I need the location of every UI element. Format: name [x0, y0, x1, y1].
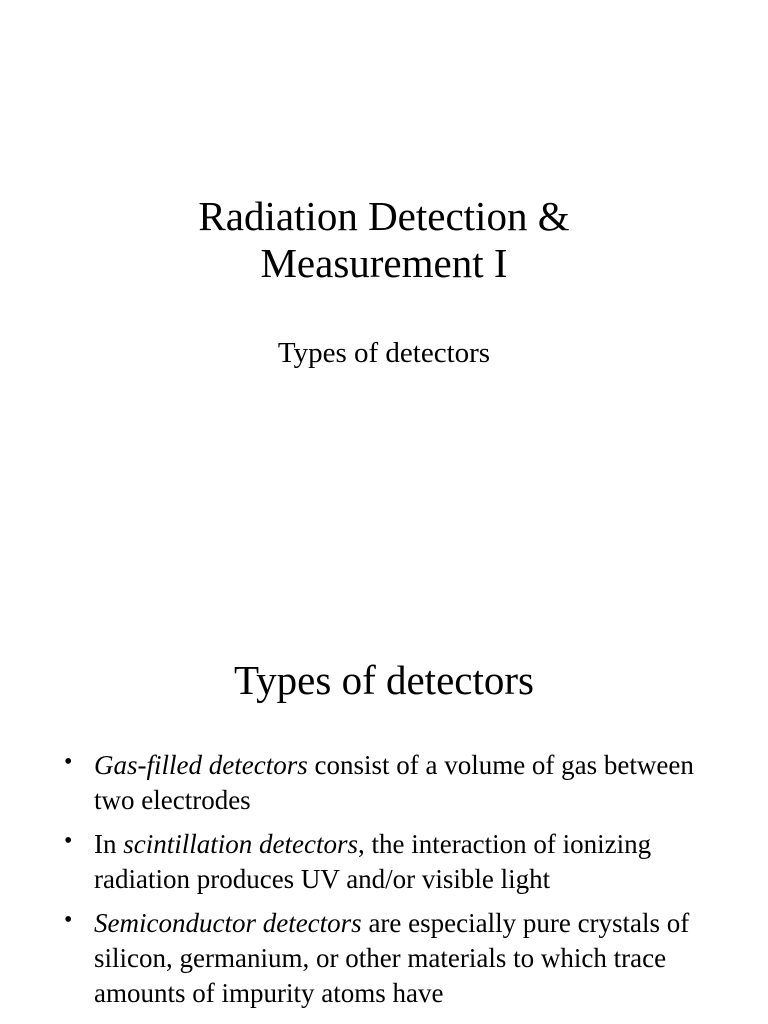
bullet-post: are especially pure crystals of silicon, germanium, or other materials to which trace amounts of impurity atoms have: [94, 908, 690, 1008]
bullet-mark: •: [64, 828, 73, 854]
bullet-item: [58, 906, 708, 1011]
bullet-list: [58, 748, 708, 1020]
bullet-pre: In: [94, 829, 124, 859]
slide-subtitle: Types of detectors: [277, 337, 491, 369]
bullet-item: [58, 748, 708, 818]
slide-types-of-detectors: [0, 576, 768, 1024]
slide-title-line-2: Measurement I: [260, 240, 508, 286]
bullet-italic: scintillation detectors: [123, 829, 358, 859]
slide-2-title: Types of detectors: [234, 657, 534, 703]
bullet-mark: •: [64, 749, 73, 775]
bullet-italic: Gas-filled detectors: [94, 750, 308, 780]
bullet-mark: •: [64, 907, 73, 933]
slide-title-line-1: Radiation Detection &: [198, 193, 570, 239]
bullet-item: [58, 827, 708, 897]
bullet-post: , the interaction of ionizing radiation produces UV and/or visible light: [94, 829, 652, 894]
slide-title-heading: [0, 193, 768, 287]
bullet-post: consist of a volume of gas between two electrodes: [94, 750, 694, 815]
bullet-italic: Semiconductor detectors: [94, 908, 362, 938]
